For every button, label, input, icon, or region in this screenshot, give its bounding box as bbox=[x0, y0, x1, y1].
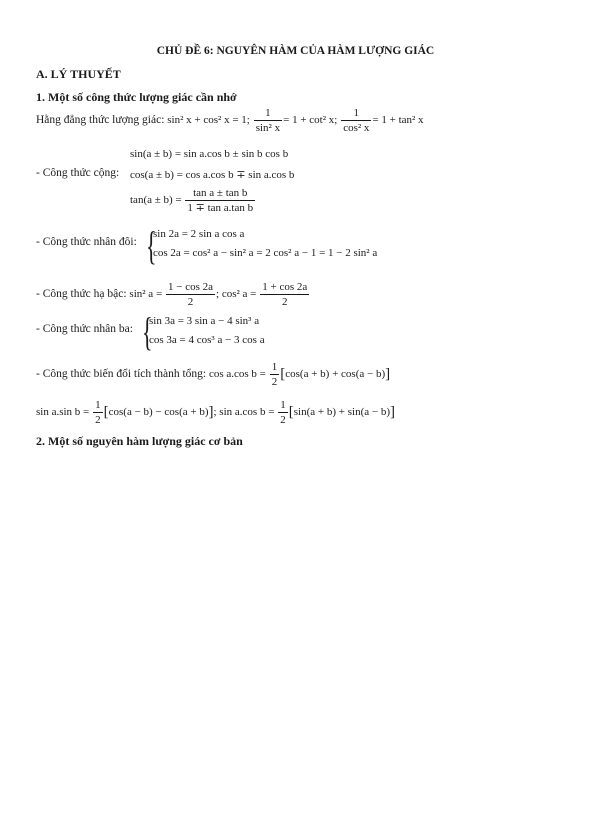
triple-line-1: sin 3a = 3 sin a − 4 sin³ a bbox=[149, 315, 260, 327]
left-bracket: [ bbox=[288, 404, 294, 420]
identity-part3: = 1 + tan² x bbox=[372, 114, 424, 127]
triple-label: - Công thức nhân ba: bbox=[36, 323, 133, 335]
power-reduction-fraction-1 bbox=[166, 281, 215, 308]
double-line-1: sin 2a = 2 sin a cos a bbox=[153, 228, 245, 240]
power-reduction-formula bbox=[36, 281, 310, 308]
fraction-numerator: 1 + cos 2a bbox=[262, 281, 308, 293]
power-reduction-fraction-2 bbox=[260, 281, 309, 308]
fraction-denominator: 1 ∓ tan a.tan b bbox=[187, 202, 254, 214]
right-bracket: ] bbox=[208, 404, 214, 420]
half-fraction bbox=[93, 399, 103, 426]
double-label: - Công thức nhân đôi: bbox=[36, 236, 137, 248]
right-bracket: ] bbox=[389, 404, 395, 420]
fraction-numerator: 1 bbox=[95, 399, 101, 411]
triple-brace: { bbox=[142, 309, 153, 354]
power-reduction-label: - Công thức hạ bậc: bbox=[36, 288, 127, 301]
triple-line-2: cos 3a = 4 cos³ a − 3 cos a bbox=[149, 334, 265, 346]
half-fraction bbox=[278, 399, 288, 426]
fraction-numerator: 1 − cos 2a bbox=[168, 281, 214, 293]
addition-label: - Công thức cộng: bbox=[36, 167, 120, 179]
left-bracket: [ bbox=[280, 366, 286, 382]
left-bracket: [ bbox=[103, 404, 109, 420]
product-to-sum-line-1 bbox=[36, 361, 390, 388]
fraction-numerator: 1 bbox=[280, 399, 286, 411]
section-2-heading: 2. Một số nguyên hàm lượng giác cơ bản bbox=[36, 434, 243, 448]
fraction-numerator: 1 bbox=[271, 361, 278, 373]
product-to-sum-l3-lhs: ; sin a.cos b = bbox=[213, 406, 275, 419]
identity-part2: = 1 + cot² x; bbox=[283, 114, 338, 127]
product-to-sum-l2-rhs: cos(a − b) − cos(a + b) bbox=[108, 406, 209, 419]
fraction-denominator: 2 bbox=[280, 414, 286, 426]
double-line-2: cos 2a = cos² a − sin² a = 2 cos² a − 1 = 1 − 2 sin² a bbox=[153, 247, 378, 259]
product-to-sum-l2-lhs: sin a.sin b = bbox=[36, 406, 90, 419]
addition-tan-lhs: tan(a ± b) = bbox=[130, 194, 182, 207]
addition-sin: sin(a ± b) = sin a.cos b ± sin b cos b bbox=[130, 148, 289, 160]
fraction-denominator: 2 bbox=[187, 296, 194, 308]
fraction-denominator: cos² x bbox=[343, 122, 370, 134]
addition-tan bbox=[130, 187, 256, 214]
fraction-numerator: tan a ± tan b bbox=[185, 187, 255, 201]
product-to-sum-label: - Công thức biến đổi tích thành tổng: bbox=[36, 368, 207, 381]
fraction-denominator: 2 bbox=[271, 376, 278, 388]
half-fraction bbox=[270, 361, 280, 388]
power-reduction-lhs-1: sin² a = bbox=[129, 288, 163, 301]
identity-formula bbox=[36, 107, 424, 134]
product-to-sum-l3-rhs: sin(a + b) + sin(a − b) bbox=[293, 406, 390, 419]
identity-fraction-1 bbox=[254, 107, 282, 134]
product-to-sum-l1-rhs: cos(a + b) + cos(a − b) bbox=[285, 368, 386, 381]
fraction-denominator: 2 bbox=[282, 296, 288, 308]
identity-fraction-2 bbox=[341, 107, 371, 134]
page-title: CHỦ ĐỀ 6: NGUYÊN HÀM CỦA HÀM LƯỢNG GIÁC bbox=[156, 45, 435, 57]
power-reduction-lhs-2: ; cos² a = bbox=[216, 288, 257, 301]
product-to-sum-l1-lhs: cos a.cos b = bbox=[208, 368, 266, 381]
fraction-numerator: 1 bbox=[341, 107, 371, 121]
fraction-denominator: sin² x bbox=[255, 122, 281, 134]
addition-tan-fraction bbox=[185, 187, 255, 214]
product-to-sum-line-2 bbox=[36, 399, 395, 426]
section-1-heading: 1. Một số công thức lượng giác cần nhớ bbox=[36, 90, 237, 104]
fraction-numerator: 1 bbox=[254, 107, 282, 121]
section-a-heading: A. LÝ THUYẾT bbox=[36, 67, 121, 81]
right-bracket: ] bbox=[385, 366, 391, 382]
identity-part1: sin² x + cos² x = 1; bbox=[167, 114, 250, 127]
addition-cos: cos(a ± b) = cos a.cos b ∓ sin a.cos b bbox=[130, 169, 295, 181]
identity-label: Hằng đẳng thức lượng giác: bbox=[36, 114, 165, 127]
fraction-denominator: 2 bbox=[95, 414, 101, 426]
double-brace: { bbox=[146, 223, 157, 268]
